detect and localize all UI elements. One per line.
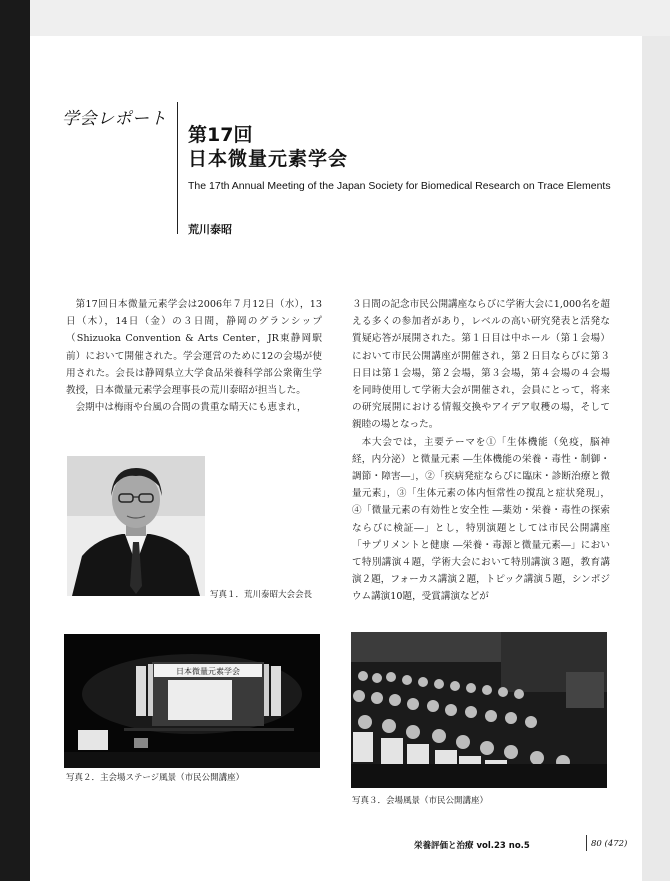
article-title-line1: 第17回 — [188, 124, 253, 146]
paragraph: ３日間の記念市民公開講座ならびに学術大会に1,000名を超える多くの参加者があり，レベルの高い研究発表と活発な質疑応答が展開された。第１日目は中ホール（第１会場）において市民公開講座が開催され，第２日目ならびに第３日目は第１会場，第２会場，第３会場，第４会場の４会場を同時使用して学術大会が開催され，会員にとって，将来の研究展開における情報交換やアイデア収穫の場，そして親睦の場となった。 — [352, 299, 610, 431]
photo-president-portrait — [67, 456, 205, 596]
paragraph: 本大会では，主要テーマを①「生体機能（免疫，脳神経，内分泌）と微量元素 ―生体機能の栄養・毒性・制御・調節・障害―」，②「疾病発症ならびに臨床・診断治療と微量元素」，③「生体元素の体内恒常性の撹乱と症状発現」，④「微量元素の有効性と安全性 ―薬効・栄養・毒性の探索ならびに検証―」とし，特別演題としては市民公開講座「サプリメントと健康 ―栄養・毒源と微量元素―」において特別講演４題，学術大会において特別講演３題，教育講演２題，フォーカス講演２題，トピック講演５題，シンポジウム講演10題，受賞講演などが — [352, 436, 610, 603]
document-page — [30, 36, 642, 881]
author-name: 荒川泰昭 — [188, 223, 232, 236]
photo3-caption: 写真３．会場風景（市民公開講座） — [352, 796, 489, 806]
stage-banner-text: 日本微量元素学会 — [176, 667, 240, 676]
scan-margin-left — [0, 0, 30, 881]
photo1-caption: 写真１．荒川泰昭大会会長 — [210, 590, 313, 600]
scan-margin-top — [0, 0, 670, 36]
paragraph: 第17回日本微量元素学会は2006年７月12日（水），13日（木），14日（金）の３日間，静岡のグランシップ（Shizuoka Convention & Arts Center，JR東静岡駅前）において開催された。学会運営のために12の会場が使用された。会長は静岡県立大学食品栄養科学部公衆衛生学教授，日本微量元素学会理事長の荒川泰昭が担当した。 — [66, 299, 322, 397]
article-title-line2: 日本微量元素学会 — [188, 148, 349, 170]
title-divider — [177, 102, 178, 234]
article-subtitle-en: The 17th Annual Meeting of the Japan Society for Biomedical Research on Trace Elements — [188, 180, 611, 192]
paragraph: 会期中は梅雨や台風の合間の貴重な晴天にも恵まれ， — [75, 402, 307, 414]
footer-journal-name: 栄養評価と治療 vol.23 no.5 — [414, 841, 530, 851]
body-column-right — [352, 296, 610, 606]
photo-audience — [351, 632, 607, 788]
body-column-left — [66, 296, 322, 416]
footer-page-number: 80 (472) — [591, 839, 628, 849]
footer-divider — [586, 835, 587, 851]
photo2-caption: 写真２．主会場ステージ風景（市民公開講座） — [66, 773, 245, 783]
photo-main-stage — [64, 634, 320, 768]
section-label: 学会レポート — [62, 109, 167, 129]
